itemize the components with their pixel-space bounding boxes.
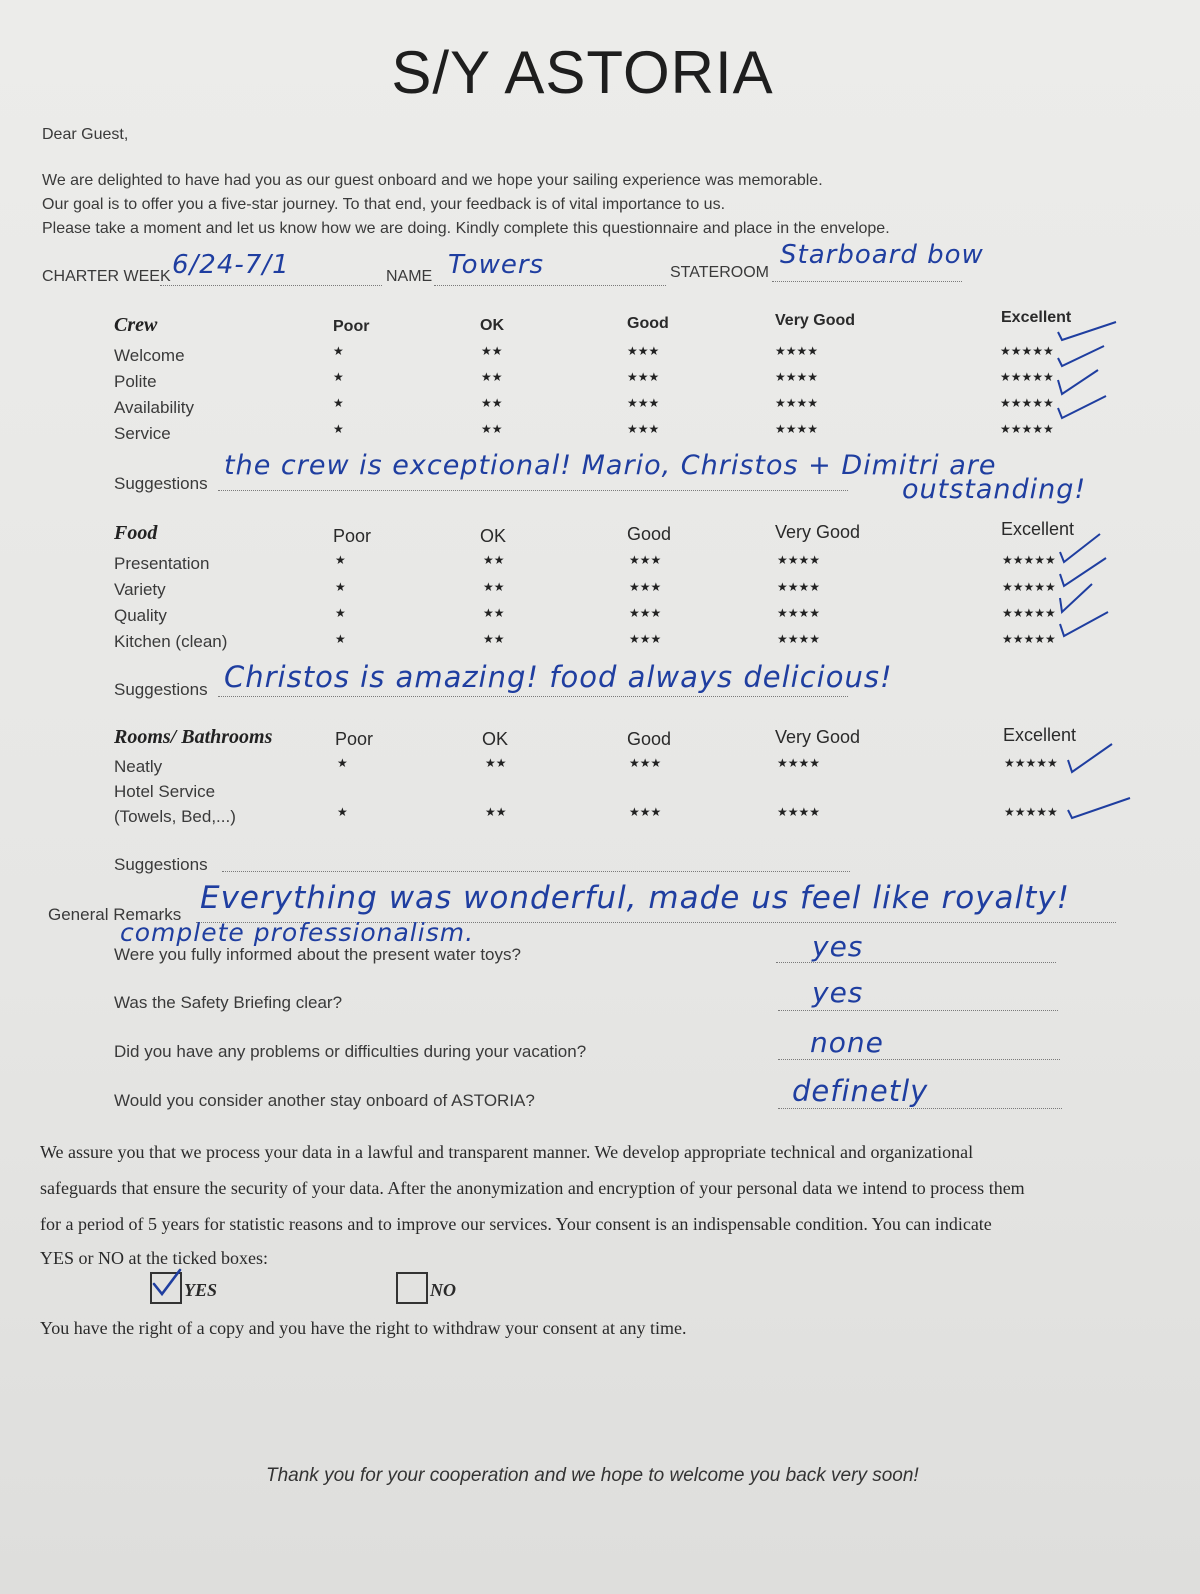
food-row-2-stars-5[interactable]: ★★★★★ bbox=[1002, 606, 1056, 620]
consent-line-2: safeguards that ensure the security of your data. After the anonymization and encryption of your personal data we intend to process them bbox=[40, 1178, 1025, 1198]
rooms-suggestions-line bbox=[222, 870, 850, 872]
crew-row-1-stars-4[interactable]: ★★★★ bbox=[775, 370, 819, 384]
rooms-checkmarks bbox=[1060, 738, 1140, 828]
rooms-row-0-stars-3[interactable]: ★★★ bbox=[629, 756, 662, 770]
food-row-0-stars-3[interactable]: ★★★ bbox=[629, 553, 662, 567]
stateroom-line bbox=[772, 280, 962, 282]
food-row-3-stars-4[interactable]: ★★★★ bbox=[777, 632, 821, 646]
answer-water-toys[interactable]: yes bbox=[812, 930, 864, 963]
crew-row-1-stars-3[interactable]: ★★★ bbox=[627, 370, 660, 384]
food-col-good: Good bbox=[627, 524, 672, 544]
crew-row-welcome: Welcome bbox=[114, 346, 185, 365]
consent-yes-label: YES bbox=[184, 1280, 218, 1300]
crew-title: Crew bbox=[114, 314, 158, 336]
food-suggestions-value[interactable]: Christos is amazing! food always delicious! bbox=[224, 660, 893, 694]
crew-row-2-stars-1[interactable]: ★ bbox=[333, 396, 344, 410]
general-remarks-line2[interactable]: complete professionalism. bbox=[120, 918, 475, 947]
rooms-col-ok: OK bbox=[482, 729, 509, 749]
food-row-3-stars-2[interactable]: ★★ bbox=[483, 632, 505, 646]
food-row-1-stars-5[interactable]: ★★★★★ bbox=[1002, 580, 1056, 594]
crew-col-very-good: Very Good bbox=[775, 312, 856, 329]
food-col-ok: OK bbox=[480, 526, 507, 546]
intro-line-3: Please take a moment and let us know how we are doing. Kindly complete this questionnaire and place in the envelope. bbox=[42, 220, 890, 237]
food-row-3-stars-1[interactable]: ★ bbox=[335, 632, 346, 646]
rooms-col-good: Good bbox=[627, 729, 672, 749]
general-remarks-label: General Remarks bbox=[48, 905, 182, 924]
check-mark-icon bbox=[1060, 612, 1108, 636]
crew-col-ok: OK bbox=[480, 317, 504, 334]
crew-row-availability: Availability bbox=[114, 398, 195, 417]
stateroom-label: STATEROOM bbox=[670, 264, 769, 281]
rooms-col-excellent: Excellent bbox=[1003, 725, 1077, 745]
crew-row-3-stars-4[interactable]: ★★★★ bbox=[775, 422, 819, 436]
food-row-2-stars-4[interactable]: ★★★★ bbox=[777, 606, 821, 620]
charter-week-label: CHARTER WEEK bbox=[42, 268, 171, 285]
food-row-2-stars-3[interactable]: ★★★ bbox=[629, 606, 662, 620]
rooms-row-1-stars-1[interactable]: ★ bbox=[337, 805, 348, 819]
rooms-row-hotel-service: Hotel Service bbox=[114, 782, 216, 801]
crew-col-good: Good bbox=[627, 315, 669, 332]
crew-row-1-stars-1[interactable]: ★ bbox=[333, 370, 344, 384]
rooms-row-0-stars-1[interactable]: ★ bbox=[337, 756, 348, 770]
greeting: Dear Guest, bbox=[42, 126, 129, 143]
crew-row-2-stars-3[interactable]: ★★★ bbox=[627, 396, 660, 410]
rooms-row-1-stars-3[interactable]: ★★★ bbox=[629, 805, 662, 819]
food-row-3-stars-3[interactable]: ★★★ bbox=[629, 632, 662, 646]
check-mark-icon bbox=[1058, 322, 1116, 340]
food-col-poor: Poor bbox=[333, 526, 372, 546]
page-title: S/Y ASTORIA bbox=[391, 39, 774, 106]
consent-no-checkbox[interactable] bbox=[396, 1272, 428, 1304]
food-row-3-stars-5[interactable]: ★★★★★ bbox=[1002, 632, 1056, 646]
crew-row-2-stars-4[interactable]: ★★★★ bbox=[775, 396, 819, 410]
thank-you-note: Thank you for your cooperation and we hope to welcome you back very soon! bbox=[266, 1465, 919, 1486]
crew-suggestions-line2[interactable]: outstanding! bbox=[902, 474, 1087, 505]
food-row-presentation: Presentation bbox=[114, 554, 210, 573]
rooms-row-neatly: Neatly bbox=[114, 757, 163, 776]
rooms-col-very-good: Very Good bbox=[775, 727, 861, 747]
food-title: Food bbox=[114, 522, 158, 544]
crew-row-3-stars-1[interactable]: ★ bbox=[333, 422, 344, 436]
charter-week-line bbox=[160, 284, 382, 286]
crew-suggestions-line1[interactable]: the crew is exceptional! Mario, Christos + Dimitri are bbox=[224, 450, 997, 481]
food-col-very-good: Very Good bbox=[775, 522, 861, 542]
rooms-row-0-stars-5[interactable]: ★★★★★ bbox=[1004, 756, 1058, 770]
food-row-2-stars-2[interactable]: ★★ bbox=[483, 606, 505, 620]
check-mark-icon bbox=[1068, 798, 1130, 818]
crew-row-3-stars-2[interactable]: ★★ bbox=[481, 422, 503, 436]
rooms-row-0-stars-4[interactable]: ★★★★ bbox=[777, 756, 821, 770]
rooms-row-1-stars-4[interactable]: ★★★★ bbox=[777, 805, 821, 819]
food-row-kitchen: Kitchen (clean) bbox=[114, 632, 228, 651]
check-mark-icon bbox=[1068, 744, 1112, 772]
crew-row-service: Service bbox=[114, 424, 171, 443]
question-safety-briefing: Was the Safety Briefing clear? bbox=[114, 993, 343, 1012]
food-checkmarks bbox=[1050, 528, 1130, 648]
crew-row-3-stars-3[interactable]: ★★★ bbox=[627, 422, 660, 436]
check-mark-icon bbox=[1058, 370, 1098, 394]
question-water-toys: Were you fully informed about the present water toys? bbox=[114, 945, 521, 964]
consent-line-1: We assure you that we process your data in a lawful and transparent manner. We develop appropriate technical and organizational bbox=[40, 1142, 974, 1162]
crew-row-0-stars-4[interactable]: ★★★★ bbox=[775, 344, 819, 358]
check-mark-icon bbox=[1060, 584, 1092, 612]
crew-row-2-stars-2[interactable]: ★★ bbox=[481, 396, 503, 410]
general-remarks-line1[interactable]: Everything was wonderful, made us feel like royalty! bbox=[200, 880, 1071, 916]
question-problems: Did you have any problems or difficulties during your vacation? bbox=[114, 1042, 587, 1061]
name-label: NAME bbox=[386, 268, 433, 285]
answer-line-2 bbox=[778, 1009, 1058, 1011]
crew-checkmarks bbox=[1050, 318, 1130, 428]
rooms-title: Rooms/ Bathrooms bbox=[114, 726, 273, 748]
check-mark-icon bbox=[1058, 396, 1106, 418]
rooms-suggestions-label: Suggestions bbox=[114, 855, 208, 874]
crew-col-excellent: Excellent bbox=[1001, 309, 1072, 326]
food-row-2-stars-1[interactable]: ★ bbox=[335, 606, 346, 620]
consent-line-3: for a period of 5 years for statistic reasons and to improve our services. Your consent is an indispensable condition. You can indicate bbox=[40, 1214, 992, 1234]
crew-row-1-stars-2[interactable]: ★★ bbox=[481, 370, 503, 384]
stateroom-value[interactable]: Starboard bow bbox=[780, 240, 984, 270]
crew-row-polite: Polite bbox=[114, 372, 157, 391]
food-row-1-stars-1[interactable]: ★ bbox=[335, 580, 346, 594]
food-row-1-stars-2[interactable]: ★★ bbox=[483, 580, 505, 594]
rooms-row-hotel-service-sub: (Towels, Bed,...) bbox=[114, 807, 236, 826]
consent-no-label: NO bbox=[430, 1280, 456, 1300]
crew-row-0-stars-5[interactable]: ★★★★★ bbox=[1000, 344, 1054, 358]
rooms-row-0-stars-2[interactable]: ★★ bbox=[485, 756, 507, 770]
food-row-0-stars-1[interactable]: ★ bbox=[335, 553, 346, 567]
question-another-stay: Would you consider another stay onboard of ASTORIA? bbox=[114, 1091, 535, 1110]
crew-suggestions-line bbox=[218, 489, 848, 491]
consent-right-text: You have the right of a copy and you have the right to withdraw your consent at any time. bbox=[40, 1318, 687, 1338]
food-row-quality: Quality bbox=[114, 606, 167, 625]
crew-suggestions-label: Suggestions bbox=[114, 474, 208, 493]
check-mark-icon bbox=[1060, 558, 1106, 586]
name-line bbox=[434, 284, 666, 286]
consent-yes-checkbox[interactable] bbox=[150, 1272, 182, 1304]
crew-row-0-stars-2[interactable]: ★★ bbox=[481, 344, 503, 358]
crew-row-0-stars-3[interactable]: ★★★ bbox=[627, 344, 660, 358]
rooms-row-1-stars-2[interactable]: ★★ bbox=[485, 805, 507, 819]
food-suggestions-label: Suggestions bbox=[114, 680, 208, 699]
crew-row-2-stars-5[interactable]: ★★★★★ bbox=[1000, 396, 1054, 410]
food-row-variety: Variety bbox=[114, 580, 166, 599]
charter-week-value[interactable]: 6/24-7/1 bbox=[172, 250, 290, 280]
answer-another-stay[interactable]: definetly bbox=[792, 1074, 929, 1108]
name-value[interactable]: Towers bbox=[448, 250, 545, 280]
food-col-excellent: Excellent bbox=[1001, 519, 1075, 539]
crew-col-poor: Poor bbox=[333, 318, 370, 335]
check-mark-icon bbox=[1058, 346, 1104, 366]
check-mark-icon bbox=[150, 1268, 184, 1298]
consent-line-4: YES or NO at the ticked boxes: bbox=[40, 1248, 268, 1268]
intro-line-2: Our goal is to offer you a five-star journey. To that end, your feedback is of vital importance to us. bbox=[42, 196, 726, 213]
rooms-col-poor: Poor bbox=[335, 729, 374, 749]
food-row-1-stars-3[interactable]: ★★★ bbox=[629, 580, 662, 594]
check-mark-icon bbox=[1060, 534, 1100, 562]
food-row-0-stars-4[interactable]: ★★★★ bbox=[777, 553, 821, 567]
intro-line-1: We are delighted to have had you as our guest onboard and we hope your sailing experience was memorable. bbox=[42, 172, 823, 189]
rooms-row-1-stars-5[interactable]: ★★★★★ bbox=[1004, 805, 1058, 819]
food-suggestions-line bbox=[218, 695, 848, 697]
crew-row-1-stars-5[interactable]: ★★★★★ bbox=[1000, 370, 1054, 384]
food-row-1-stars-4[interactable]: ★★★★ bbox=[777, 580, 821, 594]
food-row-0-stars-2[interactable]: ★★ bbox=[483, 553, 505, 567]
answer-problems[interactable]: none bbox=[810, 1026, 884, 1059]
crew-row-0-stars-1[interactable]: ★ bbox=[333, 344, 344, 358]
answer-safety-briefing[interactable]: yes bbox=[812, 976, 864, 1009]
food-row-0-stars-5[interactable]: ★★★★★ bbox=[1002, 553, 1056, 567]
crew-row-3-stars-5[interactable]: ★★★★★ bbox=[1000, 422, 1054, 436]
